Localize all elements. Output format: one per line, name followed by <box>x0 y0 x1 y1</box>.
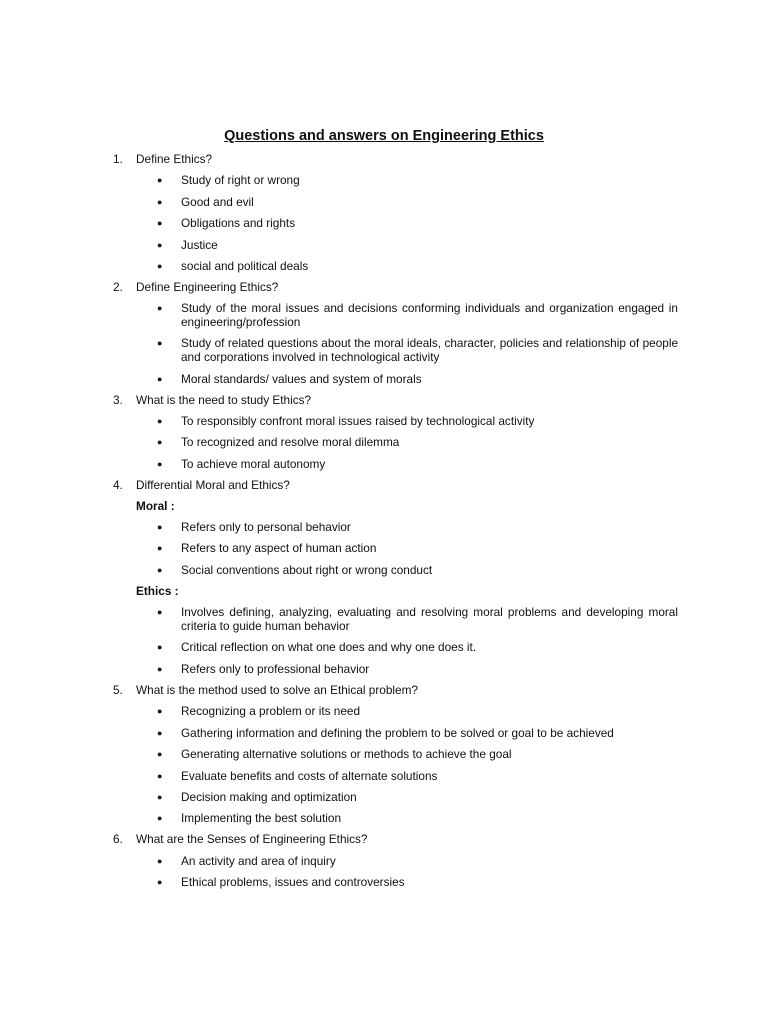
list-item-text: An activity and area of inquiry <box>181 854 336 868</box>
bullet-icon: ● <box>157 261 163 271</box>
bullet-icon: ● <box>157 728 163 738</box>
bullet-icon: ● <box>157 459 163 469</box>
bullet-icon: ● <box>157 856 163 866</box>
bullet-icon: ● <box>157 218 163 228</box>
list-item-text: Study of related questions about the moral ideals, character, policies and relationship of people and corporations involved in technological activity <box>181 336 678 364</box>
page-title: Questions and answers on Engineering Ethics <box>224 128 544 144</box>
list-item-text: Gathering information and defining the problem to be solved or goal to be achieved <box>181 726 614 740</box>
list-item-text: Good and evil <box>181 195 254 209</box>
question-text: Differential Moral and Ethics? <box>136 478 290 492</box>
question-text: What are the Senses of Engineering Ethics? <box>136 832 368 846</box>
question-number: 5. <box>113 683 123 697</box>
bullet-icon: ● <box>157 565 163 575</box>
question-text: What is the method used to solve an Ethical problem? <box>136 683 418 697</box>
list-item-text: Study of right or wrong <box>181 173 300 187</box>
bullet-icon: ● <box>157 522 163 532</box>
bullet-icon: ● <box>157 792 163 802</box>
list-item-text: Recognizing a problem or its need <box>181 704 361 718</box>
bullet-icon: ● <box>157 642 163 652</box>
bullet-icon: ● <box>157 240 163 250</box>
bullet-icon: ● <box>157 175 163 185</box>
question-number: 6. <box>113 832 123 846</box>
list-item-text: Ethical problems, issues and controversies <box>181 875 405 889</box>
list-item-text: Refers only to personal behavior <box>181 520 351 534</box>
question-text: Define Ethics? <box>136 152 213 166</box>
bullet-icon: ● <box>157 374 163 384</box>
bullet-icon: ● <box>157 771 163 781</box>
bullet-icon: ● <box>157 416 163 426</box>
list-item-text: Critical reflection on what one does and why one does it. <box>181 640 477 654</box>
question-number: 3. <box>113 393 123 407</box>
question-text: Define Engineering Ethics? <box>136 280 279 294</box>
bullet-icon: ● <box>157 543 163 553</box>
question-number: 2. <box>113 280 123 294</box>
list-item-text: Refers to any aspect of human action <box>181 541 377 555</box>
list-item-text: Involves defining, analyzing, evaluating and resolving moral problems and developing moral criteria to guide human behavior <box>181 605 678 633</box>
question-number: 1. <box>113 152 123 166</box>
bullet-icon: ● <box>157 664 163 674</box>
question-number: 4. <box>113 478 123 492</box>
bullet-icon: ● <box>157 749 163 759</box>
bullet-icon: ● <box>157 437 163 447</box>
bullet-icon: ● <box>157 338 163 348</box>
bullet-icon: ● <box>157 706 163 716</box>
bullet-icon: ● <box>157 607 163 617</box>
list-item-text: Justice <box>181 238 218 252</box>
question-text: What is the need to study Ethics? <box>136 393 312 407</box>
subheading-text: Moral : <box>136 499 175 513</box>
list-item-text: social and political deals <box>181 259 309 273</box>
bullet-icon: ● <box>157 197 163 207</box>
list-item-text: To recognized and resolve moral dilemma <box>181 435 400 449</box>
bullet-icon: ● <box>157 877 163 887</box>
list-item-text: Obligations and rights <box>181 216 296 230</box>
list-item-text: Moral standards/ values and system of morals <box>181 372 422 386</box>
list-item-text: Decision making and optimization <box>181 790 357 804</box>
bullet-icon: ● <box>157 303 163 313</box>
list-item-text: Implementing the best solution <box>181 811 342 825</box>
list-item-text: Study of the moral issues and decisions conforming individuals and organization engaged in engineering/profession <box>181 301 678 329</box>
list-item-text: To responsibly confront moral issues raised by technological activity <box>181 414 535 428</box>
list-item-text: Social conventions about right or wrong conduct <box>181 563 433 577</box>
list-item-text: To achieve moral autonomy <box>181 457 326 471</box>
bullet-icon: ● <box>157 813 163 823</box>
list-item-text: Generating alternative solutions or methods to achieve the goal <box>181 747 512 761</box>
subheading-text: Ethics : <box>136 584 179 598</box>
list-item-text: Refers only to professional behavior <box>181 662 370 676</box>
list-item-text: Evaluate benefits and costs of alternate solutions <box>181 769 438 783</box>
